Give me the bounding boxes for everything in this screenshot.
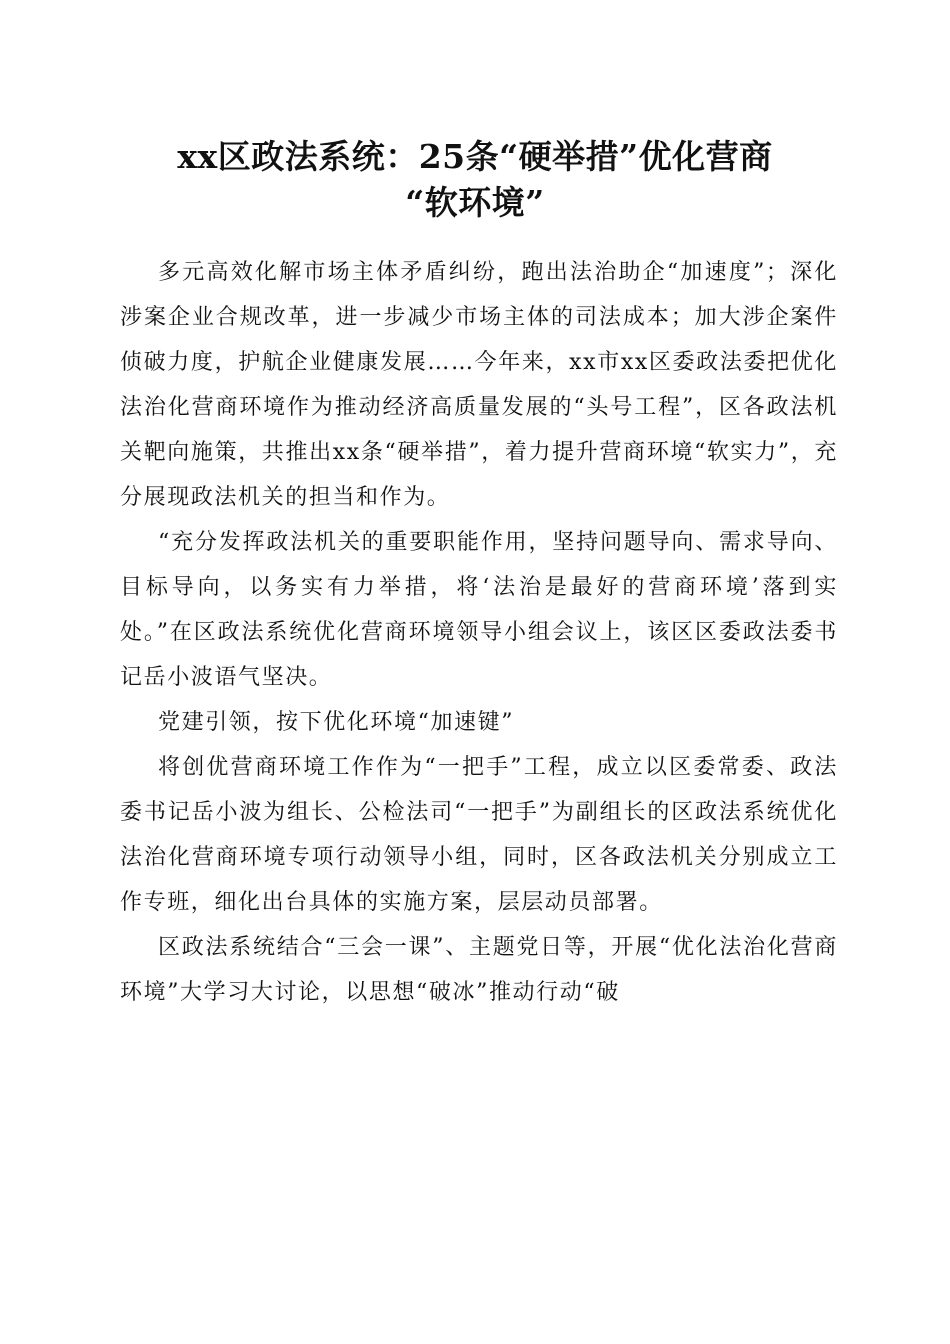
paragraph-intro: 多元高效化解市场主体矛盾纠纷，跑出法治助企“加速度”；深化涉案企业合规改革，进一步减少市场主体的司法成本；加大涉企案件侦破力度，护航企业健康发展……今年来，xx市xx区委政法委把优化法治化营商环境作为推动经济高质量发展的“头号工程”，区各政法机关靶向施策，共推出xx条“硬举措”，着力提升营商环境“软实力”，充分展现政法机关的担当和作为。 xyxy=(120,260,838,510)
document-body xyxy=(120,250,838,1015)
section-heading-party-building: 党建引领，按下优化环境“加速键” xyxy=(158,710,515,735)
paragraph-leadership-group: 将创优营商环境工作作为“一把手”工程，成立以区委常委、政法委书记岳小波为组长、公检法司“一把手”为副组长的区政法系统优化法治化营商环境专项行动领导小组，同时，区各政法机关分别成立工作专班，细化出台具体的实施方案，层层动员部署。 xyxy=(120,755,838,915)
paragraph-study-discussion: 区政法系统结合“三会一课”、主题党日等，开展“优化法治化营商环境”大学习大讨论，以思想“破冰”推动行动“破 xyxy=(120,935,838,1005)
title-line-2: “软环境” xyxy=(405,183,545,222)
paragraph-quote: “充分发挥政法机关的重要职能作用，坚持问题导向、需求导向、目标导向，以务实有力举措，将‘法治是最好的营商环境’落到实处。”在区政法系统优化营商环境领导小组会议上，该区区委政法委书记岳小波语气坚决。 xyxy=(120,530,838,690)
document-title xyxy=(100,134,850,226)
title-line-1: xx区政法系统：25条“硬举措”优化营商 xyxy=(177,137,773,176)
